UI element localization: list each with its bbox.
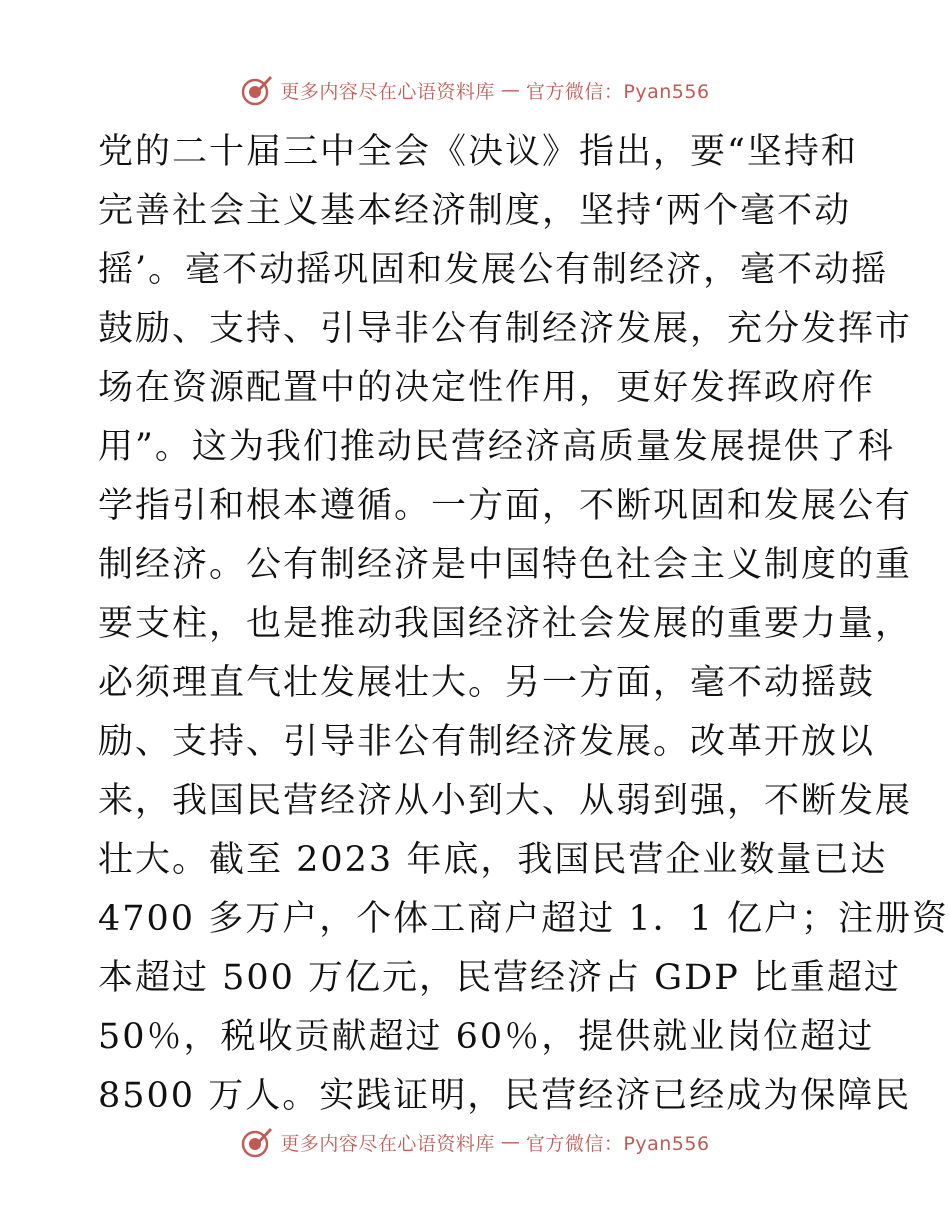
text-line: 完善社会主义基本经济制度，坚持‘两个毫不动 <box>98 191 852 231</box>
text-line: 场在资源配置中的决定性作用，更好发挥政府作 <box>98 368 876 408</box>
watermark-contact: 官方微信：Pyan556 <box>525 1132 710 1155</box>
quill-seal-icon <box>240 1125 274 1159</box>
document-body <box>98 123 949 1126</box>
text-line: 用”。这为我们推动民营经济高质量发展提供了科 <box>98 427 895 467</box>
text-line: 要支柱，也是推动我国经济社会发展的重要力量， <box>98 604 913 644</box>
text-line: 制经济。公有制经济是中国特色社会主义制度的重 <box>98 545 913 585</box>
text-line: 本超过 500 万亿元，民营经济占 GDP 比重超过 <box>98 958 901 998</box>
watermark-contact: 官方微信：Pyan556 <box>525 80 710 103</box>
watermark-text: 更多内容尽在心语资料库 <box>280 80 495 103</box>
text-line: 4700 多万户，个体工商户超过 1．1 亿户；注册资 <box>98 899 949 939</box>
quill-seal-icon <box>240 73 274 107</box>
text-line: 励、支持、引导非公有制经济发展。改革开放以 <box>98 722 876 762</box>
text-line: 50％，税收贡献超过 60％，提供就业岗位超过 <box>98 1017 875 1057</box>
text-line: 来，我国民营经济从小到大、从弱到强，不断发展 <box>98 781 913 821</box>
text-line: 党的二十届三中全会《决议》指出，要“坚持和 <box>98 132 858 172</box>
watermark-separator: — <box>500 1131 520 1153</box>
text-line: 必须理直气壮发展壮大。另一方面，毫不动摇鼓 <box>98 663 876 703</box>
text-line: 鼓励、支持、引导非公有制经济发展，充分发挥市 <box>98 309 913 349</box>
header-watermark <box>0 70 950 110</box>
text-line: 学指引和根本遵循。一方面，不断巩固和发展公有 <box>98 486 913 526</box>
text-line: 摇’。毫不动摇巩固和发展公有制经济，毫不动摇 <box>98 250 889 290</box>
text-line: 壮大。截至 2023 年底，我国民营企业数量已达 <box>98 840 888 880</box>
footer-watermark <box>0 1122 950 1162</box>
text-line: 8500 万人。实践证明，民营经济已经成为保障民 <box>98 1076 912 1116</box>
watermark-separator: — <box>500 79 520 101</box>
watermark-text: 更多内容尽在心语资料库 <box>280 1132 495 1155</box>
